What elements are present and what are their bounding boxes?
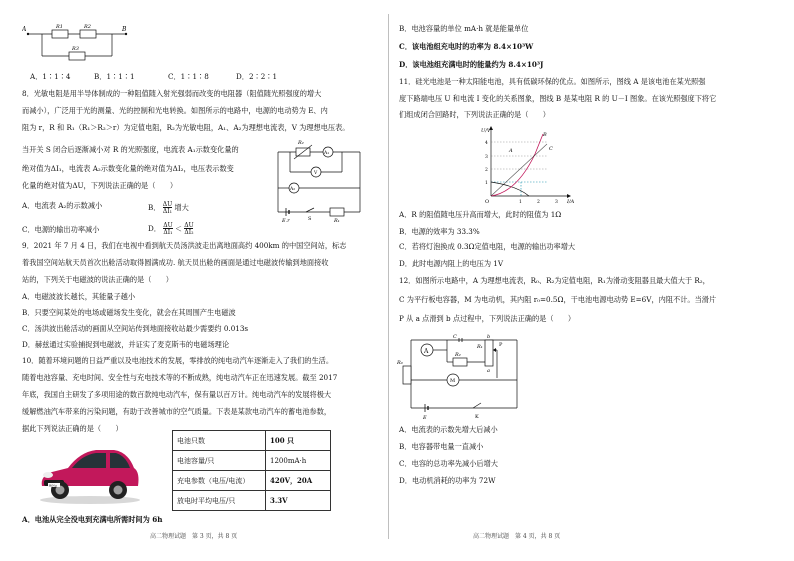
q10-line-2: 随着电池容量、充电时间、安全性与充电技术等的不断成熟，纯电动汽车正在迅速发展。截至 2017: [22, 373, 338, 382]
q11-curve-a-label: A: [509, 148, 513, 154]
q11-ytick-2: 2: [485, 168, 488, 173]
q7-label-r1: R1: [56, 24, 63, 30]
q8-option-d: D． ΔU ΔI₁ ＜ ΔU ΔI₂: [148, 222, 194, 236]
q11-xtick-1: 1: [519, 200, 522, 204]
table-cell-value: 1200mA·h: [266, 451, 331, 471]
q8-option-b-text: 增大: [174, 203, 189, 212]
q8-option-d-fraction-2: ΔU ΔI₂: [184, 222, 194, 236]
table-row: [173, 451, 331, 471]
q9-line-1: 9．2021 年 7 月 4 日，我们在电视中看到航天员汤洪波走出离地面高约 400km 的中国空间站，标志: [22, 241, 347, 250]
q10-line-1: 10．随着环境问题的日益严重以及电池技术的发展，零排放的纯电动汽车逐渐走入了我们的生活。: [22, 356, 334, 365]
q12-fig-r2: R₂: [455, 352, 461, 358]
q10-line-5: 据此下列说法正确的是（ ）: [22, 424, 123, 433]
q12-option-c: C．电容的总功率先减小后增大: [399, 459, 498, 468]
q11-origin: O: [485, 199, 490, 204]
q8-line-4: 当开关 S 闭合后逐渐减小对 R 的光照强度，电流表 A₁示数变化量的: [22, 145, 239, 154]
right-page: [397, 0, 777, 561]
q11-xtick-3: 3: [555, 200, 558, 204]
q8-line-2: 而减小），广泛用于光的测量、光的控制和光电转换。如图所示的电路中，电源的电动势为 E、内: [22, 106, 328, 115]
q9-option-a: A．电磁波波长越长，其能量子越小: [22, 292, 136, 301]
q11-option-c: C．若将灯泡换成 0.3Ω定值电阻，电源的输出功率增大: [399, 242, 576, 251]
q8-option-b: [148, 201, 189, 215]
q11-line-3: 们组成闭合回路时，下列说法正确的是（ ）: [399, 110, 550, 119]
q7-circuit-figure: [22, 22, 132, 70]
q8-fig-r2: R₂: [298, 140, 304, 146]
q7-option-a: A．1∶1∶4: [30, 72, 71, 81]
q8-option-d-label: D．: [148, 224, 161, 233]
q8-fig-e: E,r: [282, 218, 290, 222]
q7-option-c: C．1∶1∶8: [168, 72, 209, 81]
q12-line-2: C 为平行板电容器，M 为电动机，其内阻 r₀=0.5Ω，干电池电源电动势 E=6V，内阻不计。当滑片: [399, 295, 717, 304]
table-cell-key: 充电参数（电压/电流）: [173, 471, 266, 491]
q10-option-b: B．电池容量的单位 mA·h 就是能量单位: [399, 24, 529, 33]
table-cell-value: 100 只: [266, 431, 331, 451]
q12-option-b: B．电容器带电量一直减小: [399, 442, 484, 451]
q12-option-a: A．电流表的示数先增大后减小: [399, 425, 498, 434]
q11-option-b: B．电源的效率为 33.3%: [399, 227, 480, 236]
q8-circuit-figure: [272, 138, 368, 222]
q12-fig-p: P: [499, 342, 503, 348]
q8-option-b-label: B．: [148, 203, 161, 212]
q11-xtick-2: 2: [537, 200, 540, 204]
q8-option-b-fraction: ΔU ΔI₁: [162, 201, 173, 215]
q11-ytick-1: 1: [485, 181, 488, 186]
battery-spec-table: [172, 430, 331, 511]
q9-option-b: B．只要空间某处的电场或磁场发生变化，就会在其周围产生电磁波: [22, 308, 236, 317]
q12-fig-a: a: [487, 368, 490, 374]
q8-fig-s: S: [308, 216, 312, 222]
table-cell-key: 放电时平均电压/只: [173, 491, 266, 511]
q11-ytick-3: 3: [485, 155, 488, 160]
q10-line-3: 年底，我国自主研发了多项用途的数百款纯电动汽车，保有量以百万计。纯电动汽车的发展将极大: [22, 390, 332, 399]
q10-option-d: D．该电池组充满电时的能量约为 8.4×10³J: [399, 60, 544, 69]
q12-fig-r1: R₁: [477, 344, 483, 350]
left-page: [0, 0, 380, 561]
q8-option-c: C．电源的输出功率减小: [22, 225, 100, 234]
q8-option-d-fraction-1: ΔU ΔI₁: [163, 222, 173, 236]
q11-curve-b-label: B: [543, 132, 547, 138]
table-cell-value: 420V，20A: [266, 471, 331, 491]
q9-line-3: 站的，下列关于电磁波的说法正确的是（ ）: [22, 275, 173, 284]
footer-right: 高二物理试题 第 4 页，共 8 页: [473, 533, 561, 540]
q12-fig-motor: M: [450, 378, 456, 384]
q12-fig-r0: R₀: [397, 360, 403, 366]
q12-fig-e: E: [423, 415, 427, 420]
table-row: [173, 471, 331, 491]
q12-line-3: P 从 a 点滑到 b 点过程中，下列说法正确的是（ ）: [399, 314, 576, 323]
page-divider: [388, 14, 389, 539]
electric-car-image: [34, 440, 144, 506]
q8-fig-a2: A₂: [290, 187, 296, 192]
q10-line-4: 缓解燃油汽车带来的污染问题，有助于改善城市的空气质量。下表是某款电动汽车的蓄电池参数，: [22, 407, 332, 416]
q8-line-6: 化量的绝对值为ΔU，下列说法正确的是（ ）: [22, 181, 178, 190]
q10-option-a: A．电池从完全没电到充满电所需时间为 6h: [22, 515, 163, 524]
q7-label-a: A: [22, 26, 27, 33]
q12-fig-c: C: [453, 334, 457, 340]
q7-label-r2: R2: [84, 24, 91, 30]
q11-line-1: 11．硅光电池是一种太阳能电池，具有低碳环保的优点。如图所示，图线 A 是该电池在某光照强: [399, 77, 706, 86]
q11-option-d: D．此时电源内阻上的电压为 1V: [399, 259, 504, 268]
q8-option-a: A．电流表 A₂的示数减小: [22, 201, 103, 210]
q9-option-d: D．赫兹通过实验捕捉到电磁波，并证实了麦克斯韦的电磁场理论: [22, 340, 230, 349]
q12-fig-ammeter: A: [424, 348, 429, 355]
q8-line-1: 8．光敏电阻是用半导体制成的一种阻值随入射光强弱而改变的电阻器（阻值随光照强度的增大: [22, 89, 322, 98]
q11-option-a: A．R 的阻值随电压升高而增大，此时的阻值为 1Ω: [399, 210, 562, 219]
table-row: [173, 491, 331, 511]
q11-line-2: 度下路端电压 U 和电流 I 变化的关系图象，图线 B 是某电阻 R 的 U－I 图象。在该光照强度下将它: [399, 94, 717, 103]
q12-option-d: D．电动机消耗的功率为 72W: [399, 476, 496, 485]
q12-fig-k: K: [475, 414, 479, 420]
q12-line-1: 12．如图所示电路中，A 为理想电流表，R₀、R₂为定值电阻，R₁为滑动变阻器且最大值大于 R₂，: [399, 276, 710, 285]
q7-option-d: D．2∶2∶1: [236, 72, 278, 81]
q8-fig-a1: A₁: [324, 151, 330, 156]
q8-line-5: 绝对值为ΔI₁，电流表 A₂示数变化量的绝对值为ΔI₂，电压表示数变: [22, 164, 234, 173]
table-cell-key: 电池只数: [173, 431, 266, 451]
q12-fig-b: b: [487, 334, 491, 340]
q8-fig-r1: R₁: [334, 218, 340, 222]
table-cell-value: 3.3V: [266, 491, 331, 511]
car-plate: BiNg: [49, 483, 57, 488]
q10-option-c: C．该电池组充电时的功率为 8.4×10³W: [399, 42, 534, 51]
q8-fig-v: V: [314, 171, 318, 176]
q7-option-b: B．1∶1∶1: [94, 72, 135, 81]
q9-option-c: C．汤洪波出舱活动的画面从空间站传到地面接收站最少需要约 0.013s: [22, 324, 249, 333]
q8-line-3: 阻为 r，R 和 R₁（R₁＞R₂＞r）为定值电阻，R₂为光敏电阻，A₁、A₂为理想电流表，V 为理想电压表。: [22, 123, 350, 132]
q11-xlabel: I/A: [567, 199, 575, 204]
q11-ytick-4: 4: [485, 141, 488, 146]
q11-curve-c-label: C: [549, 146, 553, 152]
q7-label-b: B: [122, 26, 127, 33]
q11-ui-graph: [477, 124, 577, 204]
footer-left: 高二物理试题 第 3 页，共 8 页: [150, 533, 238, 540]
table-row: [173, 431, 331, 451]
q7-label-r3: R3: [72, 46, 79, 52]
q9-line-2: 着我国空间站航天员首次出舱活动取得圆满成功. 航天员出舱的画面是通过电磁波传输到地面接收: [22, 258, 329, 267]
q11-ylabel: U/V: [481, 128, 491, 134]
q12-circuit-figure: [397, 328, 537, 420]
table-cell-key: 电池容量/只: [173, 451, 266, 471]
